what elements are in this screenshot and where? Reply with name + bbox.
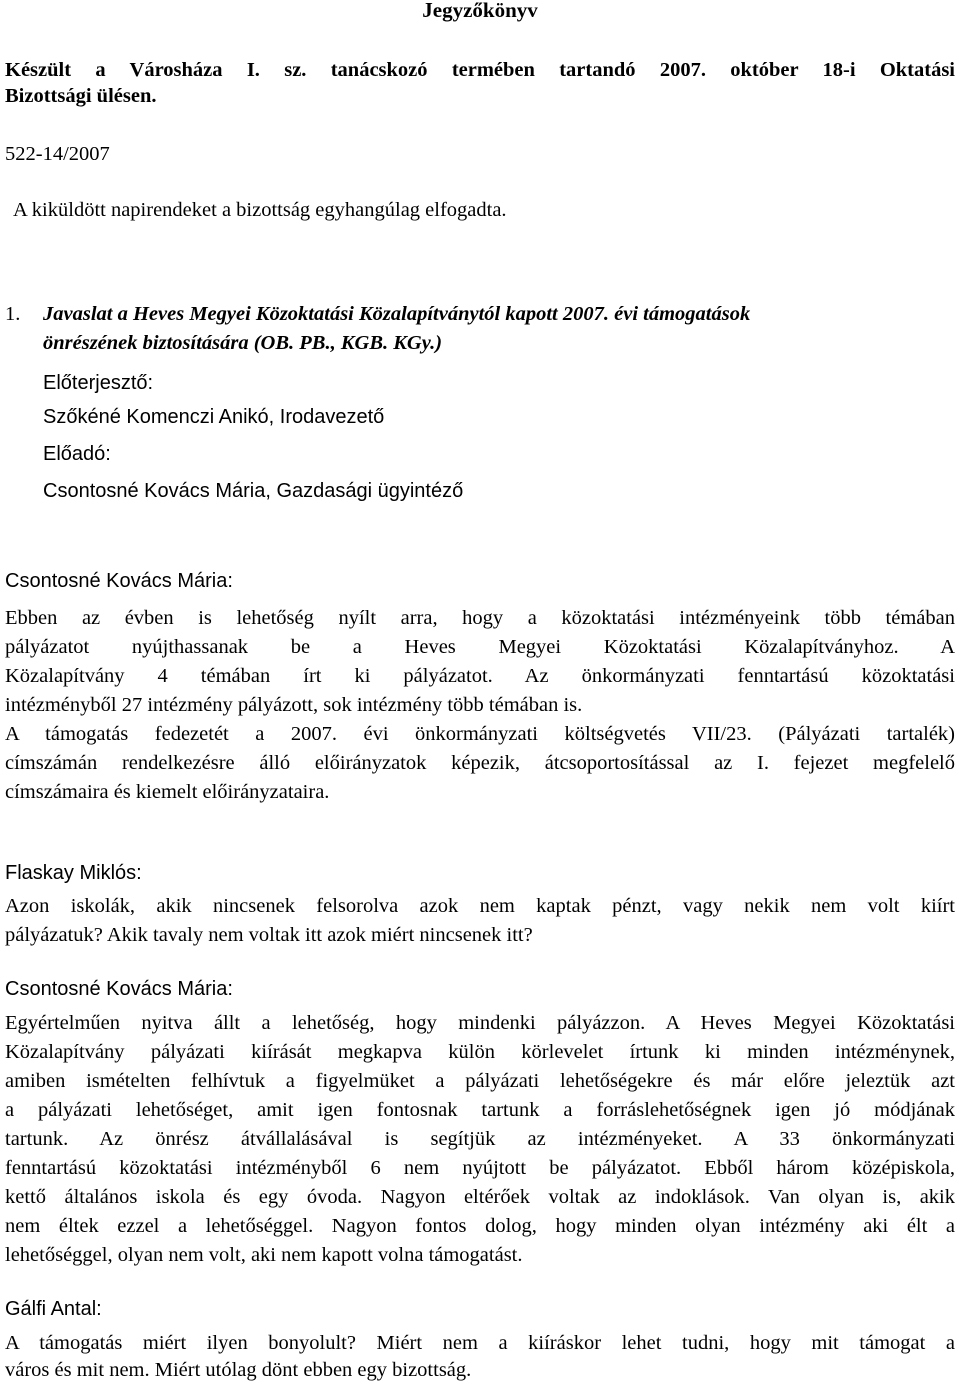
paragraph-line: A támogatás fedezetét a 2007. évi önkormányzati költségvetés VII/23. (Pályázati tartalék) xyxy=(5,723,955,745)
presenter-label: Előterjesztő: xyxy=(43,372,154,394)
speaker-label: Előadó: xyxy=(43,443,111,465)
paragraph-line: pályázatot nyújthassanak be a Heves Megyei Közoktatási Közalapítványhoz. A xyxy=(5,636,955,658)
agenda-item-number: 1. xyxy=(5,303,21,325)
paragraph-line: kettő általános iskola és egy óvoda. Nagyon eltérőek voltak az indoklások. Van olyan is, akik xyxy=(5,1186,955,1208)
speaker-name: Csontosné Kovács Mária, Gazdasági ügyintéző xyxy=(43,480,464,502)
paragraph-line: Közalapítvány pályázati kiírását megkapva külön körlevelet írtunk ki minden intézménynek, xyxy=(5,1041,955,1063)
document-title: Jegyzőkönyv xyxy=(422,0,538,22)
resolution-text: A kiküldött napirendeket a bizottság egyhangúlag elfogadta. xyxy=(13,199,507,221)
paragraph-line: pályázatuk? Akik tavaly nem voltak itt azok miért nincsenek itt? xyxy=(5,924,533,946)
paragraph-line: Közalapítvány 4 témában írt ki pályázatot. Az önkormányzati fenntartású közoktatási xyxy=(5,665,955,687)
paragraph-line: tartunk. Az önrész átvállalásával is segítjük az intézményeket. A 33 önkormányzati xyxy=(5,1128,955,1150)
paragraph-line: fenntartású közoktatási intézményből 6 nem nyújtott be pályázatot. Ebből három középiskola, xyxy=(5,1157,955,1179)
header-line-1: Készült a Városháza I. sz. tanácskozó termében tartandó 2007. október 18-i Oktatási xyxy=(5,59,955,81)
speaker-heading: Csontosné Kovács Mária: xyxy=(5,978,233,1000)
paragraph-line: Azon iskolák, akik nincsenek felsorolva azok nem kaptak pénzt, vagy nekik nem volt kiírt xyxy=(5,895,955,917)
presenter-name: Szőkéné Komenczi Anikó, Irodavezető xyxy=(43,406,385,428)
speaker-heading: Gálfi Antal: xyxy=(5,1298,102,1320)
paragraph-line: város és mit nem. Miért utólag dönt ebben egy bizottság. xyxy=(5,1359,472,1381)
resolution-number: 522-14/2007 xyxy=(5,143,110,165)
speaker-heading: Csontosné Kovács Mária: xyxy=(5,570,233,592)
paragraph-line: intézményből 27 intézmény pályázott, sok intézmény több témában is. xyxy=(5,694,583,716)
agenda-item-title-line-1: Javaslat a Heves Megyei Közoktatási Közalapítványtól kapott 2007. évi támogatások xyxy=(43,303,751,325)
speaker-heading: Flaskay Miklós: xyxy=(5,862,142,884)
agenda-item-title-line-2: önrészének biztosítására (OB. PB., KGB. KGy.) xyxy=(43,332,443,354)
paragraph-line: a pályázati lehetőséget, amit igen fontosnak tartunk a forráslehetőségnek igen jó módjának xyxy=(5,1099,955,1121)
paragraph-line: lehetőséggel, olyan nem volt, aki nem kapott volna támogatást. xyxy=(5,1244,523,1266)
paragraph-line: Egyértelműen nyitva állt a lehetőség, hogy mindenki pályázzon. A Heves Megyei Közoktatási xyxy=(5,1012,955,1034)
header-line-2: Bizottsági ülésen. xyxy=(5,85,157,107)
paragraph-line: címszámán rendelkezésre álló előirányzatok képezik, átcsoportosítással az I. fejezet megfelelő xyxy=(5,752,955,774)
paragraph-line: címszámaira és kiemelt előirányzataira. xyxy=(5,781,330,803)
paragraph-line: amiben ismételten felhívtuk a figyelmüket a pályázati lehetőségekre és már előre jeleztük azt xyxy=(5,1070,955,1092)
paragraph-line: A támogatás miért ilyen bonyolult? Miért nem a kiíráskor lehet tudni, hogy mit támogat a xyxy=(5,1332,955,1354)
paragraph-line: Ebben az évben is lehetőség nyílt arra, hogy a közoktatási intézményeink több témában xyxy=(5,607,955,629)
paragraph-line: nem éltek ezzel a lehetőséggel. Nagyon fontos dolog, hogy minden olyan intézmény aki élt a xyxy=(5,1215,955,1237)
